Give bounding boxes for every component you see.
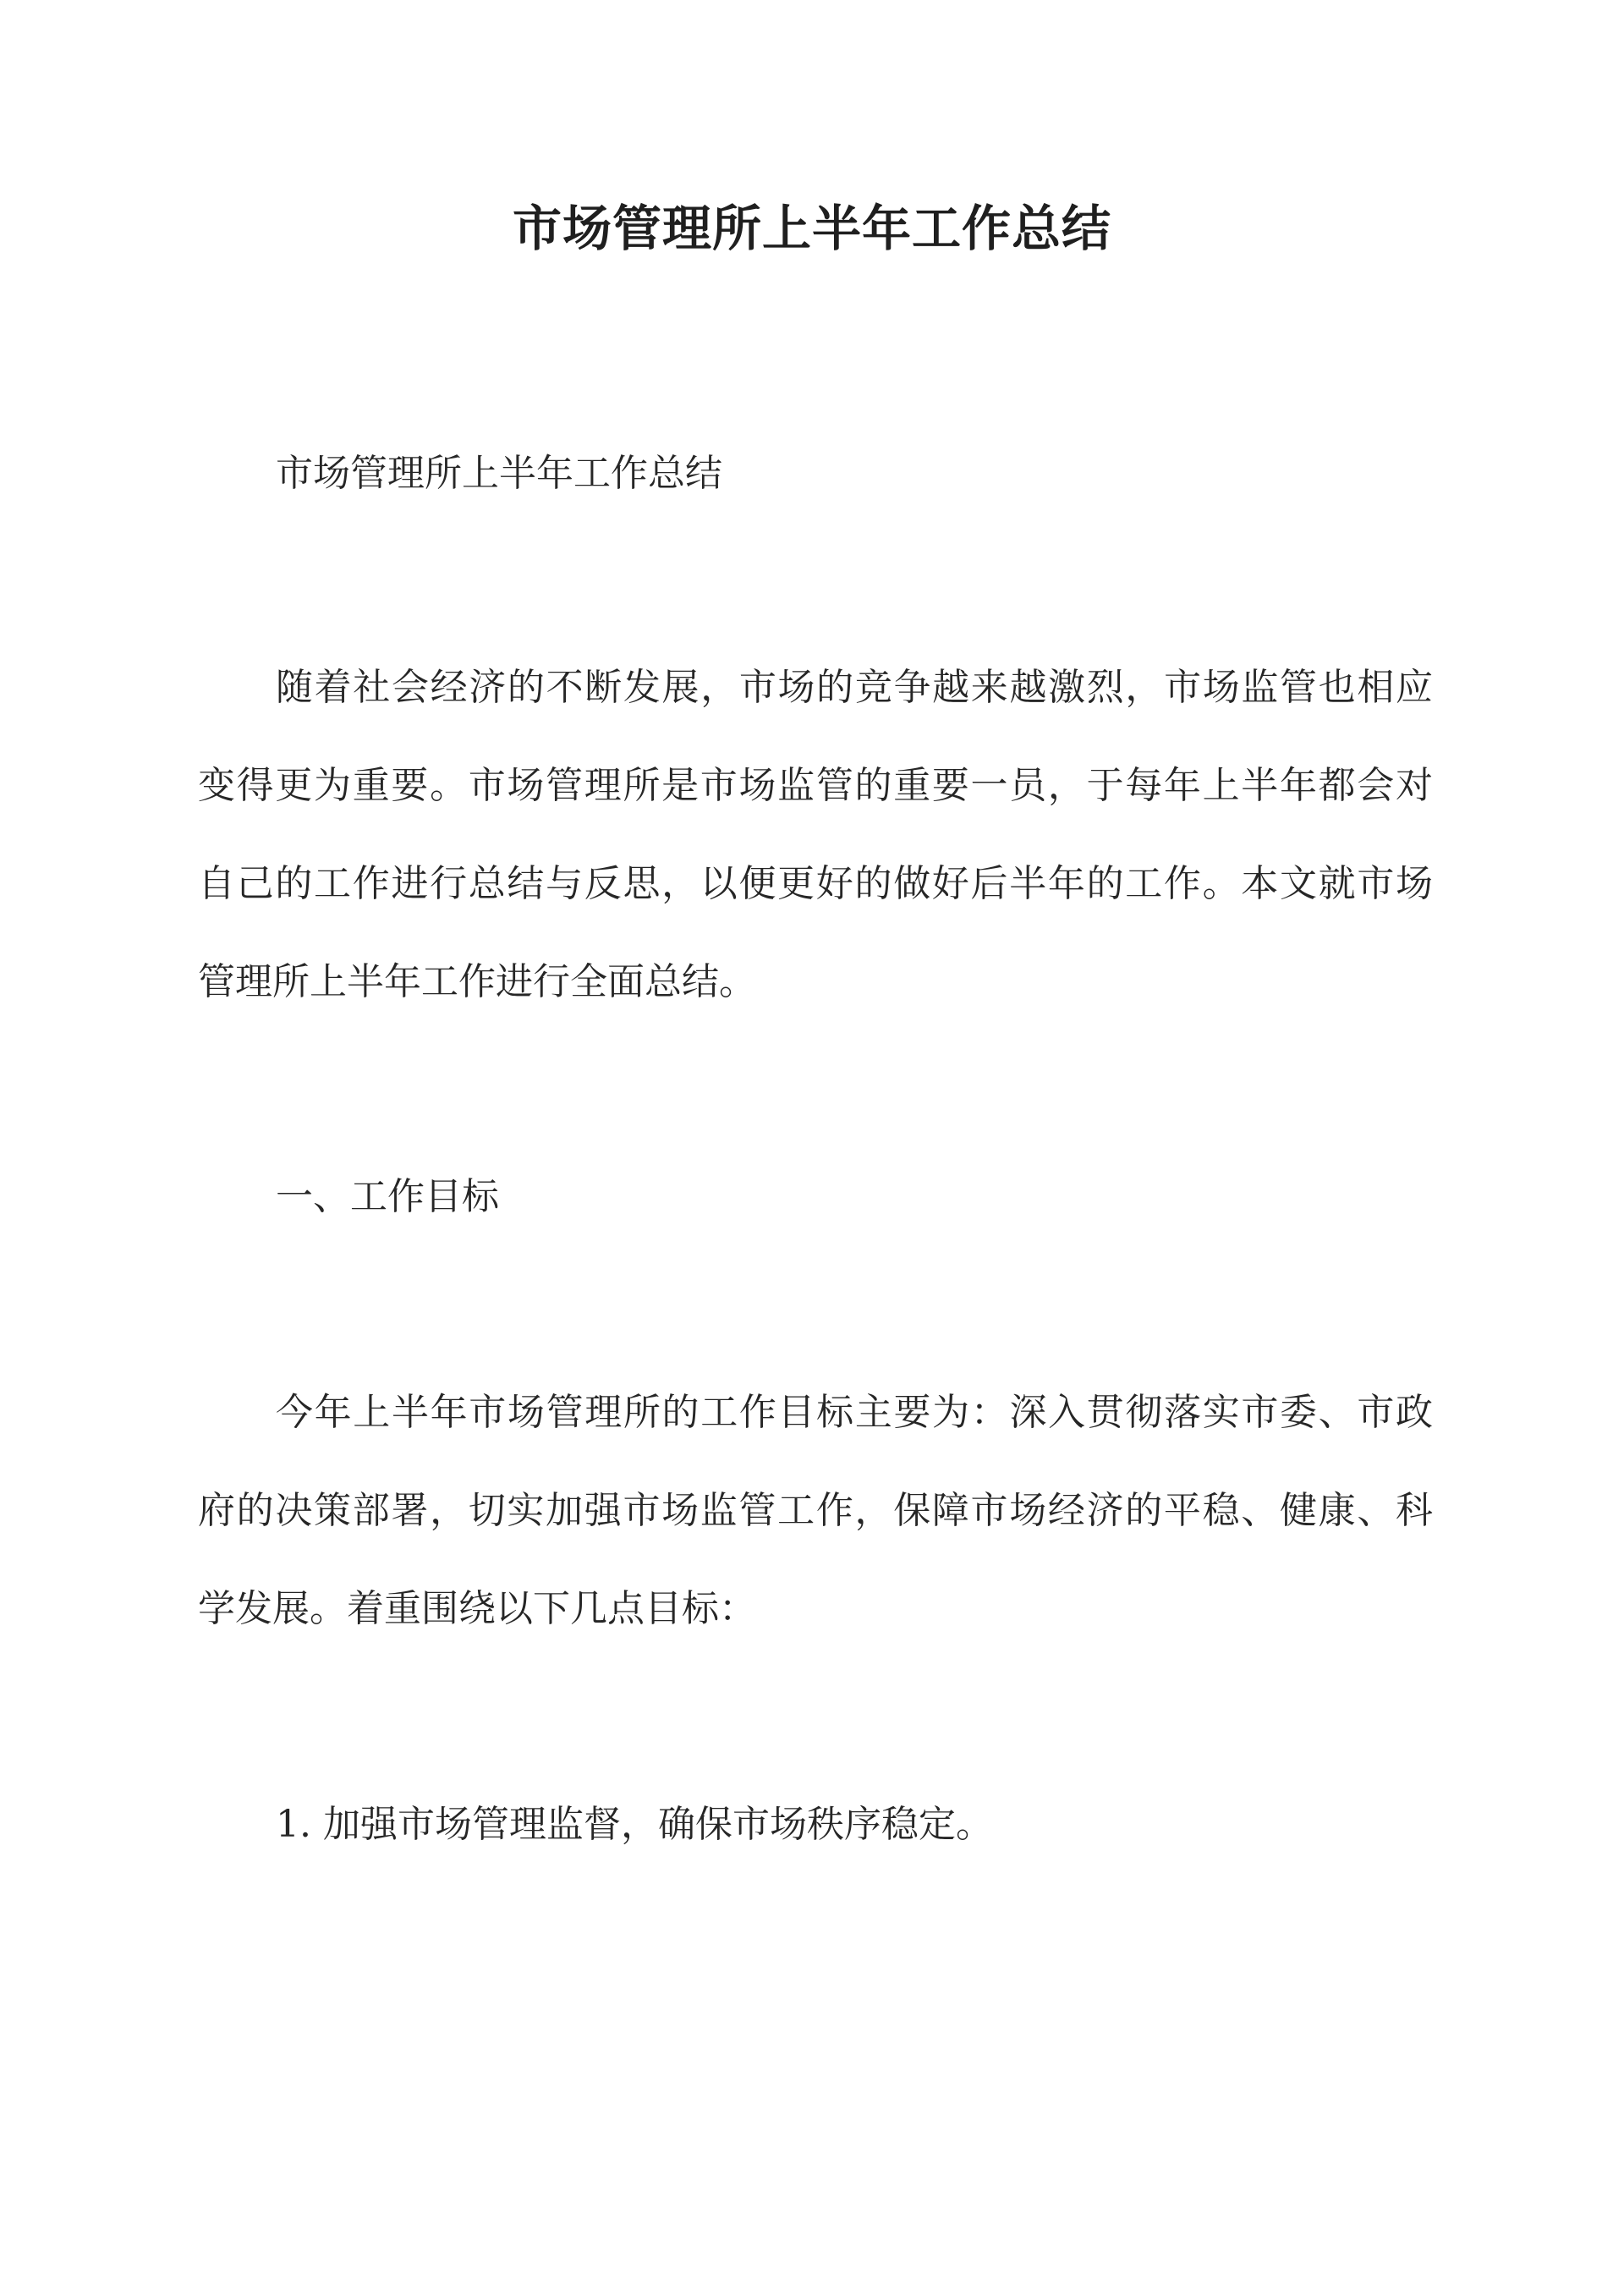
document-subtitle: 市场管理所上半年工作总结 xyxy=(276,452,722,495)
section-heading-work-goals: 一、工作目标 xyxy=(276,1175,499,1218)
goals-paragraph-line-1: 今年上半年市场管理所的工作目标主要为：深入贯彻落实市委、市政 xyxy=(276,1391,1433,1434)
intro-paragraph-line-2: 变得更为重要。市场管理所是市场监管的重要一员，于每年上半年都会对 xyxy=(198,764,1433,807)
intro-paragraph-line-1: 随着社会经济的不断发展，市场的竞争越来越激烈，市场监管也相应 xyxy=(276,666,1433,709)
goals-paragraph-line-2: 府的决策部署，切实加强市场监管工作，保障市场经济的平稳、健康、科 xyxy=(198,1489,1433,1532)
goal-list-item-1: 1. 加强市场管理监督，确保市场秩序稳定。 xyxy=(276,1803,993,1846)
intro-paragraph-line-3: 自己的工作进行总结与反思，以便更好的做好后半年的工作。本文就市场 xyxy=(198,862,1433,905)
intro-paragraph-line-4: 管理所上半年工作进行全面总结。 xyxy=(198,960,756,1003)
goals-paragraph-line-3: 学发展。着重围绕以下几点目标： xyxy=(198,1587,756,1630)
document-title: 市场管理所上半年工作总结 xyxy=(512,200,1111,257)
